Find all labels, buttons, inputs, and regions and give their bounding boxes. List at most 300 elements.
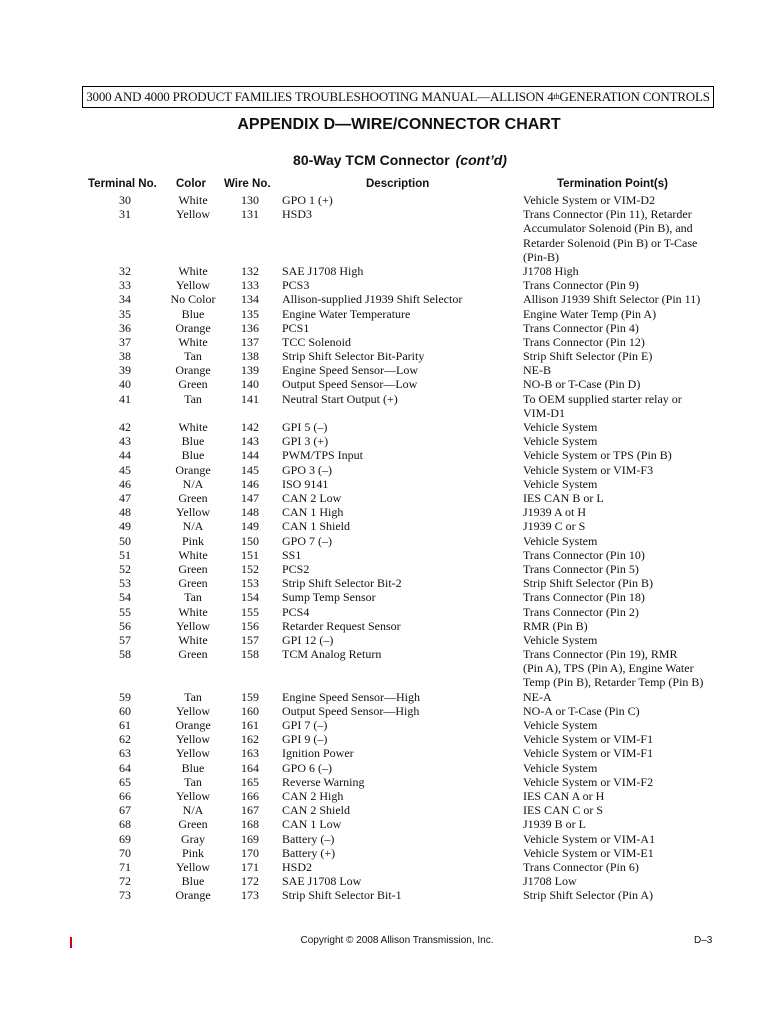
table-row: [0, 505, 768, 519]
cell-terminal: 57: [119, 632, 131, 647]
table-row: [0, 335, 768, 349]
cell-terminal: 45: [119, 462, 131, 477]
cell-termination: [523, 278, 723, 292]
cell-color: Green: [178, 576, 208, 591]
cell-description: GPI 9 (–): [282, 732, 328, 747]
cell-wire: 164: [241, 760, 259, 775]
termination-line: Trans Connector (Pin 9): [523, 278, 639, 293]
cell-termination: [523, 718, 723, 732]
table-row: [0, 534, 768, 548]
cell-termination: [523, 605, 723, 619]
termination-line: (Pin-B): [523, 249, 559, 264]
cell-wire: 156: [241, 618, 259, 633]
cell-color: Orange: [175, 888, 211, 903]
cell-wire: 165: [241, 774, 259, 789]
cell-termination: [523, 349, 723, 363]
cell-terminal: 60: [119, 703, 131, 718]
cell-description: Neutral Start Output (+): [282, 391, 398, 406]
cell-description: GPI 3 (+): [282, 434, 329, 449]
table-row: [0, 321, 768, 335]
cell-termination: [523, 363, 723, 377]
cell-terminal: 64: [119, 760, 131, 775]
cell-wire: 161: [241, 718, 259, 733]
cell-termination: [523, 534, 723, 548]
cell-termination: [523, 505, 723, 519]
cell-description: CAN 2 High: [282, 788, 344, 803]
cell-color: Green: [178, 647, 208, 662]
cell-color: White: [178, 334, 208, 349]
cell-description: CAN 1 Low: [282, 817, 342, 832]
cell-color: Yellow: [175, 703, 211, 718]
cell-termination: [523, 590, 723, 604]
termination-line: J1708 High: [523, 263, 579, 278]
cell-color: Yellow: [175, 732, 211, 747]
cell-wire: 162: [241, 732, 259, 747]
cell-description: Sump Temp Sensor: [282, 590, 376, 605]
cell-color: Orange: [175, 320, 211, 335]
table-row: [0, 377, 768, 391]
cell-terminal: 33: [119, 278, 131, 293]
cell-wire: 152: [241, 561, 259, 576]
cell-description: Strip Shift Selector Bit-2: [282, 576, 402, 591]
cell-color: Tan: [184, 391, 202, 406]
cell-terminal: 68: [119, 817, 131, 832]
cell-wire: 137: [241, 334, 259, 349]
termination-line: Vehicle System or VIM-F1: [523, 732, 654, 747]
cell-termination: [523, 292, 723, 306]
termination-line: J1939 C or S: [523, 519, 586, 534]
cell-wire: 146: [241, 476, 259, 491]
termination-line: NE-B: [523, 363, 551, 378]
table-row: [0, 278, 768, 292]
cell-wire: 144: [241, 448, 259, 463]
table-header: [0, 178, 768, 194]
termination-line: Strip Shift Selector (Pin B): [523, 576, 653, 591]
cell-color: Blue: [181, 874, 205, 889]
cell-color: Blue: [181, 760, 205, 775]
table-row: [0, 463, 768, 477]
cell-terminal: 44: [119, 448, 131, 463]
termination-line: Trans Connector (Pin 12): [523, 334, 645, 349]
cell-color: Yellow: [175, 788, 211, 803]
cell-wire: 133: [241, 278, 259, 293]
cell-color: Yellow: [175, 278, 211, 293]
cell-wire: 158: [241, 647, 259, 662]
termination-line: IES CAN A or H: [523, 788, 605, 803]
termination-line: Trans Connector (Pin 5): [523, 561, 639, 576]
running-header-superscript: th: [553, 91, 560, 101]
cell-terminal: 48: [119, 505, 131, 520]
cell-termination: [523, 647, 723, 690]
cell-description: PCS4: [282, 604, 310, 619]
cell-wire: 163: [241, 746, 259, 761]
termination-line: Vehicle System or TPS (Pin B): [523, 448, 672, 463]
table-row: [0, 349, 768, 363]
termination-line: Vehicle System: [523, 420, 598, 435]
termination-line: Trans Connector (Pin 10): [523, 547, 645, 562]
termination-line: Vehicle System or VIM-E1: [523, 845, 654, 860]
cell-termination: [523, 562, 723, 576]
termination-line: Retarder Solenoid (Pin B) or T-Case: [523, 235, 698, 250]
table-row: [0, 832, 768, 846]
cell-description: Battery (–): [282, 831, 335, 846]
cell-description: PCS3: [282, 278, 310, 293]
cell-wire: 150: [241, 533, 259, 548]
cell-terminal: 43: [119, 434, 131, 449]
table-row: [0, 420, 768, 434]
cell-description: TCM Analog Return: [282, 647, 382, 662]
cell-wire: 153: [241, 576, 259, 591]
cell-color: White: [178, 420, 208, 435]
cell-terminal: 67: [119, 803, 131, 818]
cell-termination: [523, 690, 723, 704]
termination-line: Trans Connector (Pin 19), RMR: [523, 647, 678, 662]
table-row: [0, 548, 768, 562]
cell-wire: 168: [241, 817, 259, 832]
termination-line: To OEM supplied starter relay or: [523, 391, 682, 406]
termination-line: Vehicle System: [523, 476, 598, 491]
termination-line: Temp (Pin B), Retarder Temp (Pin B): [523, 675, 704, 690]
termination-line: Trans Connector (Pin 18): [523, 590, 645, 605]
cell-color: Orange: [175, 718, 211, 733]
cell-terminal: 37: [119, 334, 131, 349]
table-row: [0, 746, 768, 760]
table-row: [0, 775, 768, 789]
cell-termination: [523, 746, 723, 760]
table-row: [0, 761, 768, 775]
wire-table-body: [0, 193, 768, 902]
cell-description: GPI 7 (–): [282, 718, 328, 733]
cell-termination: [523, 789, 723, 803]
section-title: [0, 152, 768, 168]
cell-terminal: 49: [119, 519, 131, 534]
page-title: APPENDIX D—WIRE/CONNECTOR CHART: [237, 116, 561, 133]
termination-line: VIM-D1: [523, 405, 565, 420]
running-header: [82, 86, 714, 108]
cell-wire: 171: [241, 859, 259, 874]
cell-terminal: 69: [119, 831, 131, 846]
cell-color: Yellow: [175, 505, 211, 520]
cell-wire: 170: [241, 845, 259, 860]
cell-termination: [523, 803, 723, 817]
termination-line: Accumulator Solenoid (Pin B), and: [523, 221, 693, 236]
cell-color: Gray: [181, 831, 205, 846]
table-row: [0, 292, 768, 306]
cell-description: GPO 3 (–): [282, 462, 332, 477]
column-header-wire: Wire No.: [224, 178, 271, 190]
cell-color: White: [178, 263, 208, 278]
cell-wire: 169: [241, 831, 259, 846]
termination-line: Vehicle System: [523, 760, 598, 775]
cell-wire: 145: [241, 462, 259, 477]
table-row: [0, 888, 768, 902]
cell-color: White: [178, 604, 208, 619]
cell-description: GPO 6 (–): [282, 760, 332, 775]
cell-wire: 155: [241, 604, 259, 619]
termination-line: Vehicle System: [523, 434, 598, 449]
cell-terminal: 46: [119, 476, 131, 491]
cell-color: Tan: [184, 349, 202, 364]
section-title-continued: (cont’d): [455, 152, 507, 168]
table-row: [0, 434, 768, 448]
cell-description: CAN 2 Low: [282, 491, 342, 505]
cell-terminal: 56: [119, 618, 131, 633]
termination-line: Vehicle System or VIM-A1: [523, 831, 656, 846]
cell-termination: [523, 335, 723, 349]
termination-line: Vehicle System or VIM-F1: [523, 746, 654, 761]
cell-wire: 173: [241, 888, 259, 903]
cell-description: PCS2: [282, 561, 310, 576]
cell-terminal: 38: [119, 349, 131, 364]
table-row: [0, 718, 768, 732]
cell-description: CAN 2 Shield: [282, 803, 351, 818]
termination-line: Vehicle System: [523, 533, 598, 548]
cell-color: White: [178, 193, 208, 207]
termination-line: Vehicle System or VIM-D2: [523, 193, 656, 207]
cell-terminal: 31: [119, 207, 131, 222]
cell-termination: [523, 193, 723, 207]
cell-termination: [523, 548, 723, 562]
cell-color: No Color: [170, 292, 216, 307]
cell-description: CAN 1 High: [282, 505, 344, 520]
cell-termination: [523, 732, 723, 746]
cell-wire: 138: [241, 349, 259, 364]
table-row: [0, 264, 768, 278]
cell-description: GPI 5 (–): [282, 420, 328, 435]
termination-line: J1708 Low: [523, 874, 577, 889]
cell-description: Retarder Request Sensor: [282, 618, 401, 633]
table-row: [0, 562, 768, 576]
table-row: [0, 633, 768, 647]
cell-wire: 159: [241, 689, 259, 704]
cell-wire: 151: [241, 547, 259, 562]
termination-line: (Pin A), TPS (Pin A), Engine Water: [523, 661, 694, 676]
cell-description: Allison-supplied J1939 Shift Selector: [282, 292, 463, 307]
table-row: [0, 647, 768, 690]
cell-termination: [523, 307, 723, 321]
cell-color: Green: [178, 491, 208, 505]
cell-color: Yellow: [175, 618, 211, 633]
cell-description: SAE J1708 Low: [282, 874, 362, 889]
cell-termination: [523, 817, 723, 831]
cell-description: GPI 12 (–): [282, 632, 334, 647]
cell-description: Ignition Power: [282, 746, 354, 761]
cell-terminal: 34: [119, 292, 131, 307]
cell-terminal: 30: [119, 193, 131, 207]
cell-termination: [523, 264, 723, 278]
table-row: [0, 619, 768, 633]
termination-line: Allison J1939 Shift Selector (Pin 11): [523, 292, 701, 307]
termination-line: J1939 A ot H: [523, 505, 587, 520]
cell-terminal: 55: [119, 604, 131, 619]
cell-color: N/A: [182, 803, 204, 818]
cell-wire: 141: [241, 391, 259, 406]
cell-terminal: 70: [119, 845, 131, 860]
cell-terminal: 72: [119, 874, 131, 889]
cell-description: Strip Shift Selector Bit-1: [282, 888, 402, 903]
cell-terminal: 53: [119, 576, 131, 591]
cell-termination: [523, 207, 723, 264]
cell-terminal: 54: [119, 590, 131, 605]
table-row: [0, 732, 768, 746]
cell-color: Yellow: [175, 859, 211, 874]
cell-terminal: 47: [119, 491, 131, 505]
cell-wire: 131: [241, 207, 259, 222]
cell-color: Tan: [184, 774, 202, 789]
table-row: [0, 860, 768, 874]
termination-line: Engine Water Temp (Pin A): [523, 306, 657, 321]
cell-terminal: 71: [119, 859, 131, 874]
cell-color: Orange: [175, 363, 211, 378]
table-row: [0, 789, 768, 803]
cell-termination: [523, 775, 723, 789]
cell-color: Green: [178, 377, 208, 392]
cell-wire: 130: [241, 193, 259, 207]
cell-description: SS1: [282, 547, 302, 562]
column-header-termination: Termination Point(s): [557, 178, 668, 190]
cell-termination: [523, 377, 723, 391]
cell-wire: 132: [241, 263, 259, 278]
cell-termination: [523, 888, 723, 902]
cell-description: Engine Water Temperature: [282, 306, 411, 321]
table-row: [0, 690, 768, 704]
cell-termination: [523, 477, 723, 491]
running-header-text-end: GENERATION CONTROLS: [559, 89, 710, 104]
cell-description: Engine Speed Sensor—Low: [282, 363, 418, 378]
cell-wire: 172: [241, 874, 259, 889]
cell-termination: [523, 874, 723, 888]
cell-wire: 149: [241, 519, 259, 534]
cell-terminal: 42: [119, 420, 131, 435]
cell-termination: [523, 704, 723, 718]
cell-description: Battery (+): [282, 845, 336, 860]
cell-wire: 139: [241, 363, 259, 378]
cell-color: Pink: [181, 533, 204, 548]
cell-color: Orange: [175, 462, 211, 477]
cell-color: Blue: [181, 306, 205, 321]
table-row: [0, 590, 768, 604]
cell-terminal: 61: [119, 718, 131, 733]
termination-line: Trans Connector (Pin 2): [523, 604, 639, 619]
cell-wire: 135: [241, 306, 259, 321]
table-row: [0, 477, 768, 491]
cell-terminal: 65: [119, 774, 131, 789]
cell-terminal: 52: [119, 561, 131, 576]
cell-terminal: 40: [119, 377, 131, 392]
cell-termination: [523, 463, 723, 477]
cell-description: HSD2: [282, 859, 313, 874]
cell-wire: 166: [241, 788, 259, 803]
cell-description: Reverse Warning: [282, 774, 365, 789]
cell-description: Engine Speed Sensor—High: [282, 689, 420, 704]
termination-line: Trans Connector (Pin 4): [523, 320, 639, 335]
cell-termination: [523, 860, 723, 874]
termination-line: RMR (Pin B): [523, 618, 588, 633]
cell-description: HSD3: [282, 207, 313, 222]
cell-terminal: 50: [119, 533, 131, 548]
cell-termination: [523, 448, 723, 462]
cell-color: Yellow: [175, 207, 211, 222]
cell-color: Blue: [181, 434, 205, 449]
cell-terminal: 32: [119, 263, 131, 278]
termination-line: Strip Shift Selector (Pin A): [523, 888, 653, 903]
cell-color: Blue: [181, 448, 205, 463]
cell-terminal: 59: [119, 689, 131, 704]
cell-termination: [523, 832, 723, 846]
termination-line: J1939 B or L: [523, 817, 586, 832]
cell-color: White: [178, 547, 208, 562]
cell-wire: 154: [241, 590, 259, 605]
cell-termination: [523, 392, 723, 420]
cell-color: Tan: [184, 590, 202, 605]
cell-description: GPO 7 (–): [282, 533, 332, 548]
cell-termination: [523, 846, 723, 860]
table-row: [0, 363, 768, 377]
cell-wire: 160: [241, 703, 259, 718]
cell-color: Pink: [181, 845, 204, 860]
section-title-text: 80-Way TCM Connector: [293, 152, 450, 168]
cell-termination: [523, 491, 723, 505]
cell-color: Yellow: [175, 746, 211, 761]
table-row: [0, 817, 768, 831]
cell-terminal: 51: [119, 547, 131, 562]
cell-description: CAN 1 Shield: [282, 519, 351, 534]
cell-color: White: [178, 632, 208, 647]
table-row: [0, 448, 768, 462]
cell-wire: 148: [241, 505, 259, 520]
termination-line: Trans Connector (Pin 6): [523, 859, 639, 874]
cell-termination: [523, 321, 723, 335]
cell-terminal: 58: [119, 647, 131, 662]
termination-line: Vehicle System: [523, 718, 598, 733]
cell-termination: [523, 434, 723, 448]
cell-description: Output Speed Sensor—Low: [282, 377, 418, 392]
cell-wire: 142: [241, 420, 259, 435]
table-row: [0, 392, 768, 420]
table-row: [0, 491, 768, 505]
termination-line: Trans Connector (Pin 11), Retarder: [523, 207, 692, 222]
cell-terminal: 39: [119, 363, 131, 378]
cell-description: Strip Shift Selector Bit-Parity: [282, 349, 425, 364]
column-header-color: Color: [176, 178, 207, 190]
table-row: [0, 874, 768, 888]
cell-termination: [523, 519, 723, 533]
cell-wire: 143: [241, 434, 259, 449]
cell-description: TCC Solenoid: [282, 334, 352, 349]
cell-description: GPO 1 (+): [282, 193, 333, 207]
cell-color: Tan: [184, 689, 202, 704]
table-row: [0, 576, 768, 590]
termination-line: NE-A: [523, 689, 552, 704]
cell-wire: 167: [241, 803, 259, 818]
table-row: [0, 193, 768, 207]
termination-line: Vehicle System or VIM-F2: [523, 774, 654, 789]
cell-terminal: 73: [119, 888, 131, 903]
footer-page-number: D–3: [694, 935, 713, 946]
cell-terminal: 62: [119, 732, 131, 747]
cell-color: Green: [178, 817, 208, 832]
termination-line: Vehicle System or VIM-F3: [523, 462, 654, 477]
cell-description: ISO 9141: [282, 476, 329, 491]
table-row: [0, 207, 768, 264]
cell-description: SAE J1708 High: [282, 263, 364, 278]
cell-termination: [523, 633, 723, 647]
termination-line: Strip Shift Selector (Pin E): [523, 349, 653, 364]
table-row: [0, 704, 768, 718]
cell-terminal: 63: [119, 746, 131, 761]
cell-termination: [523, 420, 723, 434]
table-row: [0, 846, 768, 860]
